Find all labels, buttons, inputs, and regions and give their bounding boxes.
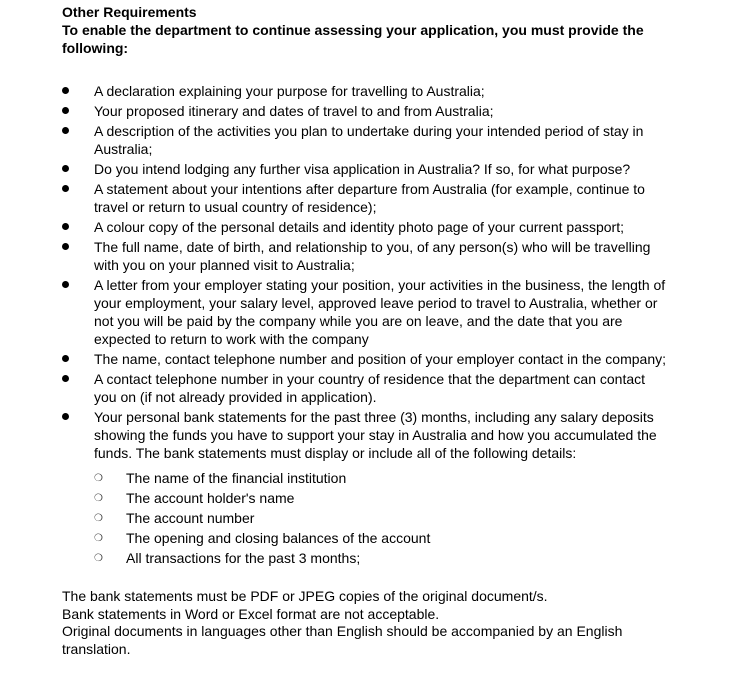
list-item — [62, 122, 669, 158]
sub-item-text: The account holder's name — [126, 490, 295, 506]
bullet-icon — [62, 413, 69, 420]
document — [62, 3, 667, 659]
sub-list-item — [94, 468, 669, 488]
bullet-icon — [62, 185, 69, 192]
list-item — [62, 350, 669, 368]
sub-list-item — [94, 508, 669, 528]
item-text: The name, contact telephone number and position of your employer contact in the company; — [94, 351, 667, 367]
item-text: A description of the activities you plan to undertake during your intended period of stay in Australia; — [94, 123, 644, 157]
item-text: A contact telephone number in your country of residence that the department can contact you on (if not already provided in application). — [94, 371, 646, 405]
footer-line: Original documents in languages other than English should be accompanied by an English translation. — [62, 623, 623, 658]
list-item — [62, 218, 669, 236]
hollow-bullet-icon: ❍ — [94, 473, 103, 484]
bullet-icon — [62, 375, 69, 382]
bullet-icon — [62, 281, 69, 288]
hollow-bullet-icon: ❍ — [94, 513, 103, 524]
item-text: A colour copy of the personal details and identity photo page of your current passport; — [94, 219, 624, 235]
list-item — [62, 102, 669, 120]
list-item — [62, 160, 669, 178]
list-item — [62, 82, 669, 100]
bullet-icon — [62, 87, 69, 94]
sub-list-item — [94, 488, 669, 508]
item-text: A declaration explaining your purpose for travelling to Australia; — [94, 83, 485, 99]
bullet-icon — [62, 127, 69, 134]
bullet-icon — [62, 223, 69, 230]
bank-details-list — [94, 468, 669, 568]
section-title: Other Requirements — [62, 4, 197, 20]
list-item — [62, 408, 669, 568]
footer-line: The bank statements must be PDF or JPEG copies of the original document/s. — [62, 588, 548, 604]
list-item — [62, 276, 669, 348]
bullet-icon — [62, 355, 69, 362]
item-text: Your proposed itinerary and dates of travel to and from Australia; — [94, 103, 494, 119]
item-text: A letter from your employer stating your position, your activities in the business, the length of your employment, your salary level, approved leave period to travel to Australia, whether or not you will be paid by the company while you are on leave, and the date that you are expected to return to work with the company — [94, 277, 666, 347]
footer-line: Bank statements in Word or Excel format are not acceptable. — [62, 605, 440, 622]
sub-item-text: The opening and closing balances of the account — [126, 530, 431, 546]
item-text: Your personal bank statements for the past three (3) months, including any salary deposits showing the funds you have to support your stay in Australia and how you accumulated the funds. The bank statements must display or include all of the following details: — [94, 409, 657, 461]
bullet-icon — [62, 243, 69, 250]
sub-item-text: All transactions for the past 3 months; — [126, 550, 361, 566]
bullet-icon — [62, 107, 69, 114]
requirements-list — [62, 82, 667, 568]
list-item — [62, 180, 669, 216]
item-text: The full name, date of birth, and relationship to you, of any person(s) who will be travelling with you on your planned visit to Australia; — [94, 239, 651, 273]
hollow-bullet-icon: ❍ — [94, 553, 103, 564]
item-text: Do you intend lodging any further visa application in Australia? If so, for what purpose? — [94, 161, 631, 177]
footer-notes — [62, 588, 662, 659]
hollow-bullet-icon: ❍ — [94, 493, 103, 504]
item-text: A statement about your intentions after departure from Australia (for example, continue to travel or return to usual country of residence); — [94, 181, 645, 215]
hollow-bullet-icon: ❍ — [94, 533, 103, 544]
bullet-icon — [62, 165, 69, 172]
list-item — [62, 370, 669, 406]
sub-item-text: The account number — [126, 510, 255, 526]
list-item — [62, 238, 669, 274]
sub-item-text: The name of the financial institution — [126, 470, 347, 486]
sub-list-item — [94, 528, 669, 548]
intro-text: To enable the department to continue assessing your application, you must provide the following: — [62, 22, 644, 56]
sub-list-item — [94, 548, 669, 568]
